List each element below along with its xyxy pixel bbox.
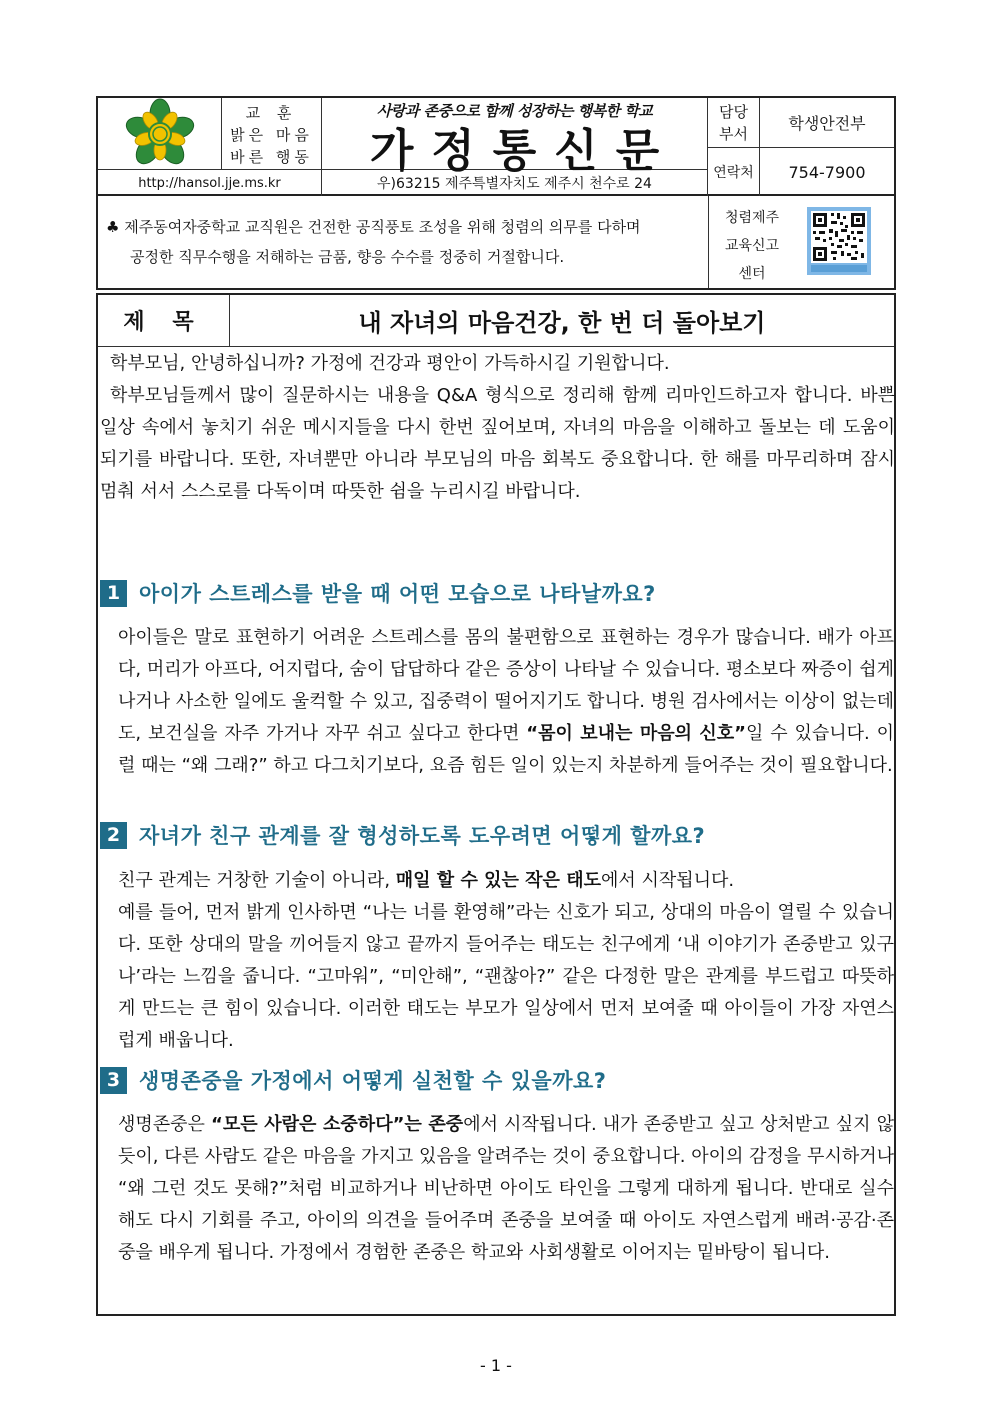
school-address: 우)63215 제주특별자치도 제주시 천수로 24 [377, 176, 652, 192]
section-3-text-1: 생명존중은 [118, 1114, 212, 1135]
qr-code-icon[interactable] [807, 207, 871, 275]
section-2-heading [100, 820, 705, 850]
section-2-text-1: 친구 관계는 거창한 기술이 아니라, [118, 870, 396, 891]
section-2-number: 2 [100, 822, 127, 849]
section-1-text-1: 아이들은 말로 표현하기 어려운 스트레스를 몸의 불편함으로 표현하는 경우가 많습니다. 배가 아프다, 머리가 아프다, 어지럽다, 숨이 답답하다 같은 증상이 나타날 수 있습니다. 평소보다 짜증이 쉽게 나거나 사소한 일에도 울컥할 수 있고, 집중력이 떨어지기도 합니다. 병원 검사에서는 이상이 없는데도, 보건실을 자주 가거나 자꾸 쉬고 싶다고 한다면 [118, 627, 894, 744]
section-3-number: 3 [100, 1067, 127, 1094]
intro-greeting: 학부모님, 안녕하십니까? 가정에 건강과 평안이 가득하시길 기원합니다. [110, 353, 670, 374]
motto-cell [222, 98, 322, 170]
logo-cell [98, 98, 222, 170]
school-url-text: http://hansol.jje.ms.kr [138, 175, 281, 191]
notice-line-1: 제주동여자중학교 교직원은 건전한 공직풍토 조성을 위해 청렴의 의무를 다하며 [124, 218, 641, 236]
section-3-bold: “모든 사람은 소중하다”는 존중 [211, 1114, 464, 1135]
contact-label: 연락처 [713, 165, 754, 181]
subject-title: 내 자녀의 마음건강, 한 번 더 돌아보기 [358, 309, 766, 337]
integrity-notice [96, 196, 896, 290]
section-3-text-2: 에서 시작됩니다. 내가 존중받고 싶고 상처받고 싶지 않듯이, 다른 사람도 같은 마음을 가지고 있음을 알려주는 것이 중요합니다. 아이의 감정을 무시하거나 “왜 그런 것도 못해?”처럼 비교하거나 비난하면 아이도 타인을 그렇게 대하게 됩니다. 반대로 실수해도 다시 기회를 주고, 아이의 의견을 들어주며 존중을 보여줄 때 아이도 자연스럽게 배려·공감·존중을 배우게 됩니다. 가정에서 경험한 존중은 학교와 사회생활로 이어지는 밑바탕이 됩니다. [118, 1114, 894, 1263]
page-title: 가정통신문 [369, 124, 678, 177]
page-number: - 1 - [480, 1356, 512, 1375]
section-3-body [118, 1109, 894, 1269]
section-2-text-3: 예를 들어, 먼저 밝게 인사하면 “나는 너를 환영해”라는 신호가 되고, 상대의 마음이 열릴 수 있습니다. 또한 상대의 말을 끼어들지 않고 끝까지 들어주는 태도는 친구에게 ‘내 이야기가 존중받고 있구나’라는 느낌을 줍니다. “고마워”, “미안해”, “괜찮아?” 같은 다정한 말은 관계를 부드럽고 따뜻하게 만드는 큰 힘이 있습니다. 이러한 태도는 부모가 일상에서 먼저 보여줄 때 아이들이 가장 자연스럽게 배웁니다. [118, 902, 894, 1051]
section-2-bold: 매일 할 수 있는 작은 태도 [395, 870, 601, 891]
motto-line-2: 바른 행동 [230, 148, 313, 166]
club-icon: ♣ [106, 218, 120, 236]
section-1-number: 1 [100, 580, 127, 607]
section-1-bold: “몸이 보내는 마음의 신호” [526, 723, 747, 744]
school-slogan: 사랑과 존중으로 함께 성장하는 행복한 학교 [376, 102, 653, 120]
report-center-line-2: 교육신고 [724, 238, 780, 254]
report-center [708, 196, 896, 288]
notice-line-2: 공정한 직무수행을 저해하는 금품, 향응 수수를 정중히 거절합니다. [130, 248, 565, 266]
report-center-line-3: 센터 [738, 266, 766, 282]
address-cell [322, 170, 708, 196]
motto-label: 교 훈 [245, 104, 298, 122]
school-url[interactable] [98, 170, 322, 196]
section-1-text-2: 일 수 있습니다. 이럴 때는 “왜 그래?” 하고 다그치기보다, 요즘 힘든 일이 있는지 차분하게 들어주는 것이 필요합니다. [118, 723, 894, 776]
contact-value: 754-7900 [788, 162, 866, 182]
motto-line-1: 밝은 마음 [230, 126, 313, 144]
section-2-text-2: 에서 시작됩니다. [600, 870, 735, 891]
dept-value: 학생안전부 [788, 114, 866, 133]
section-3-title: 생명존중을 가정에서 어떻게 실천할 수 있을까요? [139, 1069, 607, 1093]
report-center-line-1: 청렴제주 [724, 210, 780, 226]
dept-label-cell [708, 98, 760, 148]
notice-text [106, 212, 706, 272]
letter-body [96, 293, 896, 1316]
dept-label: 담당부서 [719, 102, 748, 143]
subject-row [98, 295, 894, 347]
header-table [96, 96, 896, 196]
contact-value-cell [760, 148, 894, 196]
section-3-heading [100, 1065, 606, 1095]
intro-body: 학부모님들께서 많이 질문하시는 내용을 Q&A 형식으로 정리해 함께 리마인드하고자 합니다. 바쁜 일상 속에서 놓치기 쉬운 메시지들을 다시 한번 짚어보며, 자녀의 마음을 이해하고 돌보는 데 도움이 되기를 바랍니다. 또한, 자녀뿐만 아니라 부모님의 마음 회복도 중요합니다. 한 해를 마무리하며 잠시 멈춰 서서 스스로를 다독이며 따뜻한 쉼을 누리시길 바랍니다. [100, 385, 895, 502]
title-cell [322, 98, 708, 177]
subject-label: 제 목 [98, 295, 230, 346]
school-emblem-icon [98, 98, 222, 170]
section-2-title: 자녀가 친구 관계를 잘 형성하도록 도우려면 어떻게 할까요? [139, 824, 706, 848]
section-2-body [118, 865, 894, 1057]
section-1-body [118, 622, 894, 782]
dept-value-cell [760, 98, 894, 148]
section-1-heading [100, 578, 656, 608]
section-1-title: 아이가 스트레스를 받을 때 어떤 모습으로 나타날까요? [139, 582, 656, 606]
contact-label-cell [708, 148, 760, 196]
